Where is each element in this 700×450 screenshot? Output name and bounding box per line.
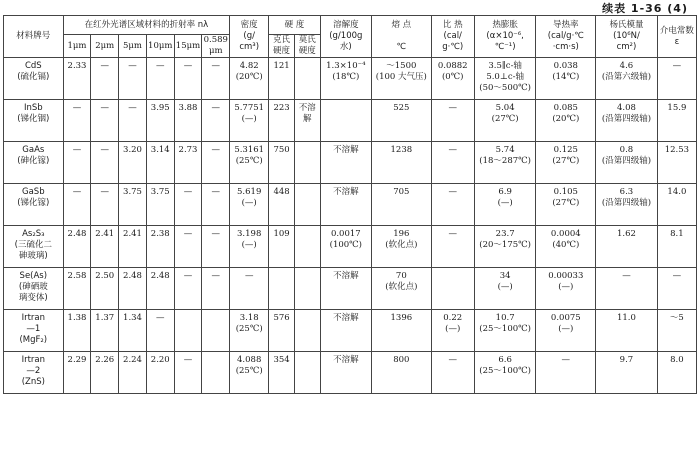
table-row — [4, 310, 697, 352]
cell-thermal-expansion: 10.7 (25～100℃) — [474, 310, 536, 352]
cell-refractive-index: 2.48 — [63, 226, 91, 268]
cell-youngs-modulus: 4.08 (沿第四级轴) — [596, 100, 658, 142]
cell-youngs-modulus: 1.62 — [596, 226, 658, 268]
cell-refractive-index: — — [174, 226, 202, 268]
cell-material-name: Irtran —1 (MgF₂) — [4, 310, 64, 352]
cell-refractive-index: 3.20 — [119, 142, 147, 184]
cell-refractive-index: 2.50 — [91, 268, 119, 310]
cell-refractive-index: — — [174, 184, 202, 226]
header-thermal-expansion: 热膨胀 (α×10⁻⁶, ℃⁻¹) — [474, 16, 536, 58]
cell-specific-heat: — — [431, 352, 474, 394]
properties-table — [3, 15, 697, 394]
cell-thermal-expansion: 34 (—) — [474, 268, 536, 310]
cell-melting-point: 525 — [372, 100, 432, 142]
cell-refractive-index: 2.24 — [119, 352, 147, 394]
cell-solubility: 1.3×10⁻⁴ (18℃) — [320, 58, 371, 100]
table-row — [4, 100, 697, 142]
cell-dielectric-constant: 8.1 — [657, 226, 696, 268]
cell-refractive-index: — — [119, 100, 147, 142]
cell-mohs-hardness — [294, 352, 320, 394]
cell-refractive-index: — — [202, 184, 230, 226]
cell-refractive-index: 2.41 — [119, 226, 147, 268]
cell-density: 3.198 (—) — [230, 226, 269, 268]
cell-mohs-hardness — [294, 268, 320, 310]
cell-refractive-index: 3.75 — [146, 184, 174, 226]
cell-specific-heat: 0.22 (—) — [431, 310, 474, 352]
header-youngs-modulus: 杨氏模量 (10⁶N/ cm²) — [596, 16, 658, 58]
cell-refractive-index: 3.95 — [146, 100, 174, 142]
cell-melting-point: 70 (软化点) — [372, 268, 432, 310]
cell-thermal-conductivity: 0.085 (20℃) — [536, 100, 596, 142]
header-knoop-hardness: 克氏 硬度 — [269, 35, 295, 58]
cell-thermal-conductivity: 0.105 (27℃) — [536, 184, 596, 226]
cell-youngs-modulus: 11.0 — [596, 310, 658, 352]
cell-thermal-expansion: 5.04 (27℃) — [474, 100, 536, 142]
cell-thermal-conductivity: 0.0075 (—) — [536, 310, 596, 352]
cell-mohs-hardness — [294, 184, 320, 226]
cell-thermal-conductivity: 0.0004 (40℃) — [536, 226, 596, 268]
cell-solubility — [320, 100, 371, 142]
cell-knoop-hardness: 109 — [269, 226, 295, 268]
cell-thermal-expansion: 23.7 (20～175℃) — [474, 226, 536, 268]
cell-mohs-hardness — [294, 226, 320, 268]
cell-refractive-index: 2.33 — [63, 58, 91, 100]
cell-refractive-index: — — [202, 142, 230, 184]
cell-density: 5.619 (—) — [230, 184, 269, 226]
header-material: 材料牌号 — [4, 16, 64, 58]
cell-refractive-index: 2.41 — [91, 226, 119, 268]
header-refractive-index: 在红外光谱区域材料的折射率 nλ — [63, 16, 230, 35]
table-row — [4, 226, 697, 268]
cell-solubility: 不溶解 — [320, 268, 371, 310]
table-row — [4, 184, 697, 226]
cell-knoop-hardness: 750 — [269, 142, 295, 184]
cell-thermal-conductivity: 0.125 (27℃) — [536, 142, 596, 184]
cell-refractive-index: 2.26 — [91, 352, 119, 394]
cell-refractive-index: 1.34 — [119, 310, 147, 352]
cell-dielectric-constant: 15.9 — [657, 100, 696, 142]
cell-refractive-index: 2.73 — [174, 142, 202, 184]
header-wavelength: 0.589 μm — [203, 35, 228, 56]
cell-density: — — [230, 268, 269, 310]
cell-specific-heat — [431, 268, 474, 310]
cell-refractive-index: — — [202, 226, 230, 268]
cell-refractive-index: — — [174, 352, 202, 394]
cell-refractive-index — [202, 352, 230, 394]
cell-material-name: Irtran —2 (ZnS) — [4, 352, 64, 394]
cell-refractive-index: — — [202, 100, 230, 142]
cell-specific-heat: — — [431, 184, 474, 226]
cell-refractive-index: — — [91, 184, 119, 226]
cell-refractive-index: 3.75 — [119, 184, 147, 226]
cell-knoop-hardness: 121 — [269, 58, 295, 100]
cell-thermal-expansion: 6.6 (25～100℃) — [474, 352, 536, 394]
cell-refractive-index: 1.37 — [91, 310, 119, 352]
cell-density: 4.088 (25℃) — [230, 352, 269, 394]
cell-refractive-index: 2.20 — [146, 352, 174, 394]
cell-material-name: InSb (锑化铟) — [4, 100, 64, 142]
cell-melting-point: 1396 — [372, 310, 432, 352]
cell-knoop-hardness — [269, 268, 295, 310]
header-density: 密度 (g/ cm³) — [230, 16, 269, 58]
header-wavelength: 2μm — [91, 35, 119, 58]
table-row — [4, 142, 697, 184]
cell-refractive-index: — — [63, 184, 91, 226]
cell-specific-heat: — — [431, 100, 474, 142]
cell-thermal-conductivity: 0.038 (14℃) — [536, 58, 596, 100]
table-row — [4, 352, 697, 394]
cell-knoop-hardness: 223 — [269, 100, 295, 142]
header-melting-point: 熔 点 ℃ — [372, 16, 432, 58]
header-specific-heat: 比 热 (cal/ g·℃) — [431, 16, 474, 58]
cell-refractive-index: — — [174, 58, 202, 100]
cell-thermal-expansion: 5.74 (18～287℃) — [474, 142, 536, 184]
cell-melting-point: 800 — [372, 352, 432, 394]
cell-specific-heat: — — [431, 142, 474, 184]
cell-refractive-index: — — [202, 268, 230, 310]
cell-mohs-hardness — [294, 310, 320, 352]
cell-refractive-index: 3.88 — [174, 100, 202, 142]
header-thermal-conductivity: 导热率 (cal/g·℃ ·cm·s) — [536, 16, 596, 58]
cell-youngs-modulus: 4.6 (沿第六级轴) — [596, 58, 658, 100]
cell-solubility: 不溶解 — [320, 352, 371, 394]
cell-refractive-index: — — [146, 58, 174, 100]
table-row — [4, 268, 697, 310]
cell-solubility: 不溶解 — [320, 310, 371, 352]
cell-density: 5.7751 (—) — [230, 100, 269, 142]
cell-refractive-index: 2.58 — [63, 268, 91, 310]
cell-melting-point: 196 (软化点) — [372, 226, 432, 268]
cell-knoop-hardness: 354 — [269, 352, 295, 394]
cell-mohs-hardness: 不溶解 — [294, 100, 320, 142]
cell-refractive-index: — — [91, 100, 119, 142]
cell-refractive-index: 2.48 — [119, 268, 147, 310]
table-row — [4, 58, 697, 100]
header-wavelength: 10μm — [146, 35, 174, 58]
cell-thermal-conductivity: — — [536, 352, 596, 394]
cell-refractive-index: 1.38 — [63, 310, 91, 352]
cell-refractive-index: 2.29 — [63, 352, 91, 394]
cell-refractive-index: — — [63, 142, 91, 184]
cell-refractive-index: — — [202, 58, 230, 100]
header-solubility: 溶解度 (g/100g 水) — [320, 16, 371, 58]
cell-dielectric-constant: — — [657, 268, 696, 310]
cell-refractive-index: — — [119, 58, 147, 100]
cell-dielectric-constant: ～5 — [657, 310, 696, 352]
cell-knoop-hardness: 448 — [269, 184, 295, 226]
cell-solubility: 不溶解 — [320, 184, 371, 226]
header-wavelength: 1μm — [63, 35, 91, 58]
cell-material-name: CdS (硫化镉) — [4, 58, 64, 100]
cell-refractive-index: — — [91, 142, 119, 184]
cell-refractive-index — [174, 310, 202, 352]
header-wavelength: 15μm — [174, 35, 202, 58]
cell-solubility: 不溶解 — [320, 142, 371, 184]
cell-mohs-hardness — [294, 58, 320, 100]
cell-melting-point: 705 — [372, 184, 432, 226]
cell-refractive-index — [202, 310, 230, 352]
cell-refractive-index: — — [146, 310, 174, 352]
cell-refractive-index: — — [63, 100, 91, 142]
cell-thermal-conductivity: 0.00033 (—) — [536, 268, 596, 310]
cell-specific-heat: — — [431, 226, 474, 268]
cell-dielectric-constant: 8.0 — [657, 352, 696, 394]
cell-material-name: GaSb (锑化镓) — [4, 184, 64, 226]
cell-thermal-expansion: 6.9 (—) — [474, 184, 536, 226]
table-caption: 续表 1-36 (4) — [602, 2, 688, 15]
cell-solubility: 0.0017 (100℃) — [320, 226, 371, 268]
cell-dielectric-constant: 12.53 — [657, 142, 696, 184]
cell-refractive-index: — — [174, 268, 202, 310]
cell-material-name: As₂S₃ (三硫化二 砷玻璃) — [4, 226, 64, 268]
cell-refractive-index: 2.48 — [146, 268, 174, 310]
cell-melting-point: 1238 — [372, 142, 432, 184]
cell-dielectric-constant: 14.0 — [657, 184, 696, 226]
cell-density: 4.82 (20℃) — [230, 58, 269, 100]
cell-refractive-index: 2.38 — [146, 226, 174, 268]
cell-melting-point: ～1500 (100 大气压) — [372, 58, 432, 100]
cell-refractive-index: 3.14 — [146, 142, 174, 184]
cell-specific-heat: 0.0882 (0℃) — [431, 58, 474, 100]
cell-youngs-modulus: 9.7 — [596, 352, 658, 394]
header-mohs-hardness: 莫氏 硬度 — [294, 35, 320, 58]
cell-mohs-hardness — [294, 142, 320, 184]
cell-youngs-modulus: 0.8 (沿第四级轴) — [596, 142, 658, 184]
cell-thermal-expansion: 3.5∥c-轴 5.0⊥c-轴 (50～500℃) — [474, 58, 536, 100]
cell-dielectric-constant: — — [657, 58, 696, 100]
cell-knoop-hardness: 576 — [269, 310, 295, 352]
header-wavelength: 5μm — [119, 35, 147, 58]
header-dielectric-constant: 介电常数 ε — [657, 16, 696, 58]
cell-material-name: GaAs (砷化镓) — [4, 142, 64, 184]
header-hardness: 硬 度 — [269, 16, 320, 35]
cell-refractive-index: — — [91, 58, 119, 100]
cell-youngs-modulus: — — [596, 268, 658, 310]
cell-density: 3.18 (25℃) — [230, 310, 269, 352]
cell-material-name: Se(As) (砷硒玻 璃变体) — [4, 268, 64, 310]
cell-density: 5.3161 (25℃) — [230, 142, 269, 184]
cell-youngs-modulus: 6.3 (沿第四级轴) — [596, 184, 658, 226]
